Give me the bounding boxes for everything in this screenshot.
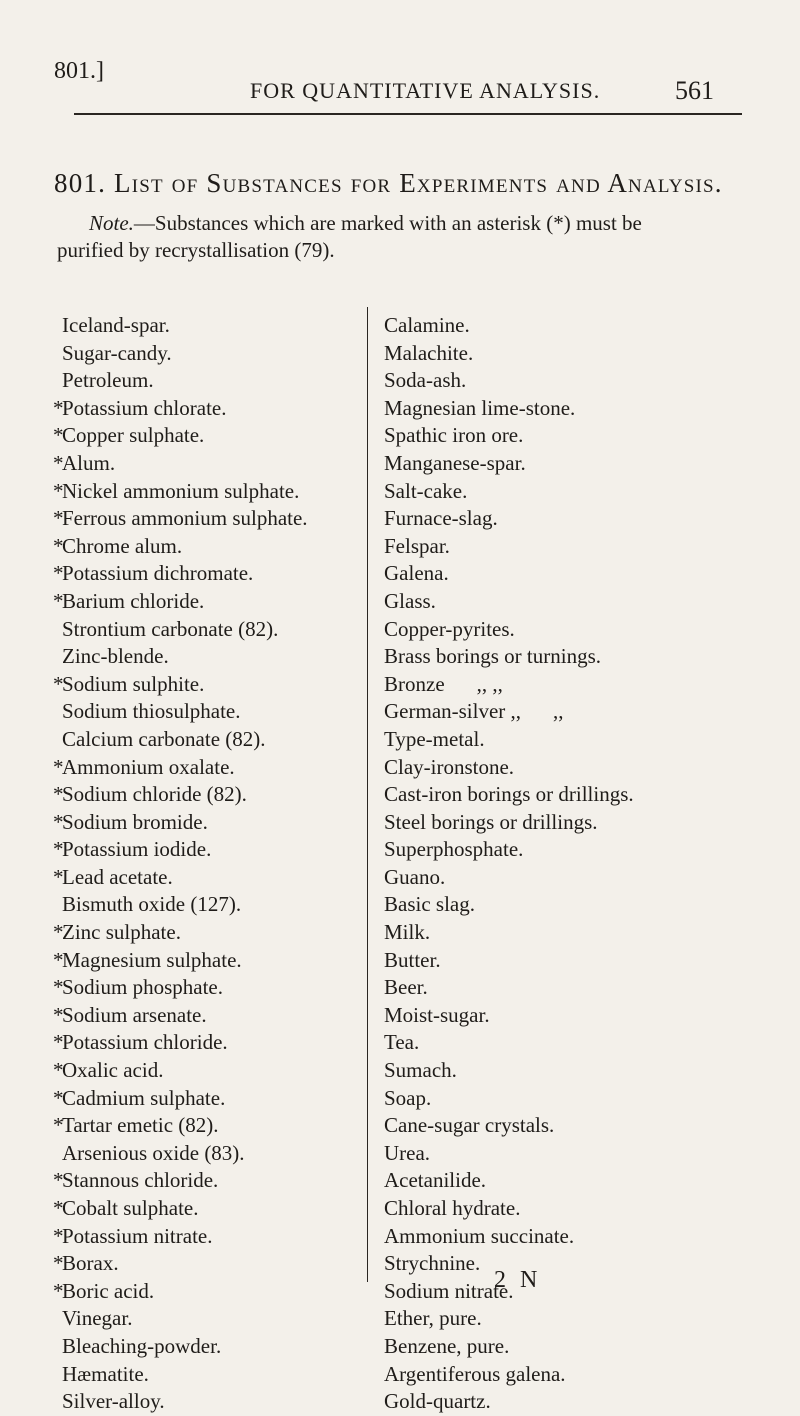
item-text: Sodium bromide. [62, 809, 208, 834]
item-text: Chloral hydrate. [384, 1196, 521, 1220]
list-item [62, 1333, 342, 1361]
item-text: Cadmium sulphate. [62, 1085, 226, 1110]
item-text: Spathic iron ore. [384, 423, 524, 448]
list-item [53, 781, 342, 809]
item-text: Sodium sulphite. [62, 671, 205, 696]
list-item [384, 1305, 714, 1333]
item-text: Ammonium oxalate. [62, 754, 235, 779]
item-text: Copper sulphate. [62, 423, 205, 448]
list-item [62, 1305, 342, 1333]
item-text: Gold-quartz. [384, 1389, 491, 1414]
item-text: Barium chloride. [62, 588, 205, 613]
asterisk-mark: * [53, 671, 64, 696]
list-item [384, 450, 714, 478]
column-divider [367, 307, 368, 1282]
list-item [384, 643, 714, 671]
item-text: Milk. [384, 920, 431, 945]
item-text: Petroleum. [62, 368, 154, 393]
item-text: Sodium chloride (82). [62, 782, 247, 807]
list-item [62, 616, 342, 644]
list-item [384, 864, 714, 892]
item-text: German-silver ,, [384, 699, 522, 724]
list-item [384, 1112, 714, 1140]
list-item [62, 1388, 342, 1416]
item-text: Sumach. [384, 1058, 457, 1083]
note-line-2: purified by recrystallisation (79). [57, 238, 335, 262]
list-item [384, 1250, 714, 1278]
asterisk-mark: * [53, 1058, 64, 1083]
item-text: Felspar. [384, 533, 450, 558]
list-item [53, 1029, 342, 1057]
list-item [62, 312, 342, 340]
list-item [384, 891, 714, 919]
item-text: Steel borings or drillings. [384, 809, 598, 834]
asterisk-mark: * [53, 561, 64, 586]
item-text: Tea. [384, 1030, 420, 1055]
asterisk-mark: * [53, 588, 64, 613]
item-text: Potassium dichromate. [62, 561, 254, 586]
item-text: Sugar-candy. [62, 340, 172, 365]
running-title: FOR QUANTITATIVE ANALYSIS. [250, 78, 601, 103]
item-text: Clay-ironstone. [384, 754, 515, 779]
item-text: Cobalt sulphate. [62, 1196, 199, 1220]
list-item [384, 726, 714, 754]
item-text: Acetanilide. [384, 1168, 487, 1193]
item-text: Alum. [62, 450, 116, 475]
asterisk-mark: * [53, 478, 64, 503]
list-item [53, 450, 342, 478]
header-rule [74, 113, 742, 115]
list-item [384, 616, 714, 644]
list-item [62, 726, 342, 754]
asterisk-mark: * [53, 809, 64, 834]
item-text: Stannous chloride. [62, 1168, 219, 1193]
item-text: Superphosphate. [384, 837, 524, 862]
item-text: Strychnine. [384, 1251, 481, 1276]
asterisk-mark: * [53, 782, 64, 807]
item-text: Oxalic acid. [62, 1058, 164, 1083]
list-item [62, 643, 342, 671]
item-text: Urea. [384, 1140, 431, 1165]
asterisk-mark: * [53, 975, 64, 1000]
item-text: Potassium nitrate. [62, 1223, 213, 1248]
right-column-list [384, 312, 714, 1416]
list-item [384, 1388, 714, 1416]
list-item [384, 533, 714, 561]
list-item [384, 1278, 714, 1306]
asterisk-mark: * [53, 1113, 64, 1138]
item-text: Soda-ash. [384, 368, 467, 393]
list-item [62, 698, 342, 726]
list-item [53, 533, 342, 561]
item-text: Potassium iodide. [62, 837, 212, 862]
list-item [53, 947, 342, 975]
list-item [53, 422, 342, 450]
ditto-marks: ,, [553, 699, 564, 724]
item-text: Iceland-spar. [62, 313, 170, 337]
item-text: Sodium thiosulphate. [62, 699, 241, 724]
list-item [384, 478, 714, 506]
list-item [384, 1085, 714, 1113]
item-text: Boric acid. [62, 1278, 155, 1303]
list-item [384, 1140, 714, 1168]
list-item [384, 1167, 714, 1195]
running-header [54, 58, 714, 105]
list-item [384, 974, 714, 1002]
list-item [384, 919, 714, 947]
signature-mark: 2 N [494, 1267, 542, 1293]
list-item [53, 560, 342, 588]
list-item [384, 781, 714, 809]
section-heading-title: List of Substances for Experiments and Analysis. [114, 168, 723, 198]
list-item [384, 809, 714, 837]
item-text: Zinc sulphate. [62, 920, 181, 945]
item-text: Sodium arsenate. [62, 1002, 207, 1027]
item-text: Basic slag. [384, 892, 475, 917]
list-item [53, 395, 342, 423]
item-text: Butter. [384, 947, 441, 972]
list-item [384, 505, 714, 533]
asterisk-mark: * [53, 864, 64, 889]
item-text: Manganese-spar. [384, 450, 526, 475]
item-text: Furnace-slag. [384, 506, 498, 531]
item-text: Ether, pure. [384, 1306, 482, 1331]
left-column-list [53, 312, 342, 1416]
item-text: Cast-iron borings or drillings. [384, 782, 634, 807]
list-item [53, 809, 342, 837]
list-item [62, 1361, 342, 1389]
list-item [384, 1002, 714, 1030]
list-item [384, 1029, 714, 1057]
asterisk-mark: * [53, 1002, 64, 1027]
list-item [53, 1223, 342, 1251]
asterisk-mark: * [53, 1196, 64, 1220]
item-text: Borax. [62, 1251, 119, 1276]
item-text: Soap. [384, 1085, 432, 1110]
item-text: Argentiferous galena. [384, 1361, 566, 1386]
item-text: Beer. [384, 975, 428, 1000]
asterisk-mark: * [53, 423, 64, 448]
item-text: Salt-cake. [384, 478, 468, 503]
item-text: Chrome alum. [62, 533, 183, 558]
list-item [53, 505, 342, 533]
list-item [384, 1223, 714, 1251]
item-text: Galena. [384, 561, 449, 586]
list-item [53, 588, 342, 616]
item-text: Potassium chlorate. [62, 395, 227, 420]
item-text: Type-metal. [384, 726, 485, 751]
list-item [384, 1057, 714, 1085]
item-text: Moist-sugar. [384, 1002, 490, 1027]
list-item [384, 1195, 714, 1223]
item-text: Magnesium sulphate. [62, 947, 242, 972]
asterisk-mark: * [53, 533, 64, 558]
asterisk-mark: * [53, 1030, 64, 1055]
item-text: Nickel ammonium sulphate. [62, 478, 300, 503]
list-item [62, 367, 342, 395]
list-item [384, 367, 714, 395]
header-section-number: 801.] [54, 58, 104, 84]
item-text: Brass borings or turnings. [384, 644, 601, 669]
list-item [384, 754, 714, 782]
list-item [384, 671, 714, 699]
list-item [53, 919, 342, 947]
list-item [384, 340, 714, 368]
list-item [53, 864, 342, 892]
item-text: Strontium carbonate (82). [62, 616, 279, 641]
item-text: Sodium phosphate. [62, 975, 223, 1000]
item-text: Bronze [384, 671, 445, 696]
list-item [53, 671, 342, 699]
item-text: Zinc-blende. [62, 644, 169, 669]
item-text: Silver-alloy. [62, 1389, 165, 1414]
list-item [53, 754, 342, 782]
item-text: Bismuth oxide (127). [62, 892, 242, 917]
item-text: Lead acetate. [62, 864, 173, 889]
asterisk-mark: * [53, 1168, 64, 1193]
item-text: Bleaching-powder. [62, 1333, 222, 1358]
note-label: Note. [89, 211, 134, 235]
item-text: Vinegar. [62, 1306, 133, 1331]
section-heading [54, 168, 774, 199]
item-text: Hæmatite. [62, 1361, 149, 1386]
note-text-1: —Substances which are marked with an asterisk (*) must be [133, 211, 642, 235]
list-item [384, 312, 714, 340]
item-text: Arsenious oxide (83). [62, 1140, 245, 1165]
item-text: Ferrous ammonium sulphate. [62, 506, 308, 531]
asterisk-mark: * [53, 1278, 64, 1303]
asterisk-mark: * [53, 506, 64, 531]
item-text: Magnesian lime-stone. [384, 395, 576, 420]
ditto-marks: ,, ,, [476, 671, 503, 696]
list-item [384, 560, 714, 588]
list-item [53, 836, 342, 864]
list-item [62, 1140, 342, 1168]
asterisk-mark: * [53, 920, 64, 945]
asterisk-mark: * [53, 1251, 64, 1276]
list-item [62, 891, 342, 919]
item-text: Sodium nitrate. [384, 1278, 514, 1303]
item-text: Benzene, pure. [384, 1333, 510, 1358]
list-item [384, 422, 714, 450]
list-item [384, 1361, 714, 1389]
item-text: Malachite. [384, 340, 474, 365]
list-item [53, 478, 342, 506]
list-item [62, 340, 342, 368]
item-text: Copper-pyrites. [384, 616, 515, 641]
asterisk-mark: * [53, 395, 64, 420]
item-text: Glass. [384, 588, 436, 613]
list-item [384, 698, 714, 726]
list-item [53, 1167, 342, 1195]
item-text: Tartar emetic (82). [62, 1113, 219, 1138]
list-item [384, 588, 714, 616]
asterisk-mark: * [53, 450, 64, 475]
list-item [53, 1002, 342, 1030]
list-item [53, 1057, 342, 1085]
list-item [53, 974, 342, 1002]
asterisk-mark: * [53, 837, 64, 862]
list-item [53, 1278, 342, 1306]
item-text: Calamine. [384, 313, 470, 337]
list-item [384, 947, 714, 975]
asterisk-mark: * [53, 754, 64, 779]
section-heading-number: 801. [54, 168, 107, 198]
item-text: Potassium chloride. [62, 1030, 228, 1055]
list-item [53, 1250, 342, 1278]
list-item [384, 836, 714, 864]
item-text: Cane-sugar crystals. [384, 1113, 555, 1138]
page-number: 561 [675, 76, 714, 105]
list-item [53, 1195, 342, 1223]
asterisk-mark: * [53, 1085, 64, 1110]
item-text: Ammonium succinate. [384, 1223, 575, 1248]
list-item [384, 395, 714, 423]
note-paragraph [57, 210, 769, 264]
note-line-1 [57, 210, 769, 237]
asterisk-mark: * [53, 947, 64, 972]
list-item [53, 1085, 342, 1113]
list-item [53, 1112, 342, 1140]
list-item [384, 1333, 714, 1361]
item-text: Guano. [384, 864, 446, 889]
asterisk-mark: * [53, 1223, 64, 1248]
item-text: Calcium carbonate (82). [62, 726, 266, 751]
